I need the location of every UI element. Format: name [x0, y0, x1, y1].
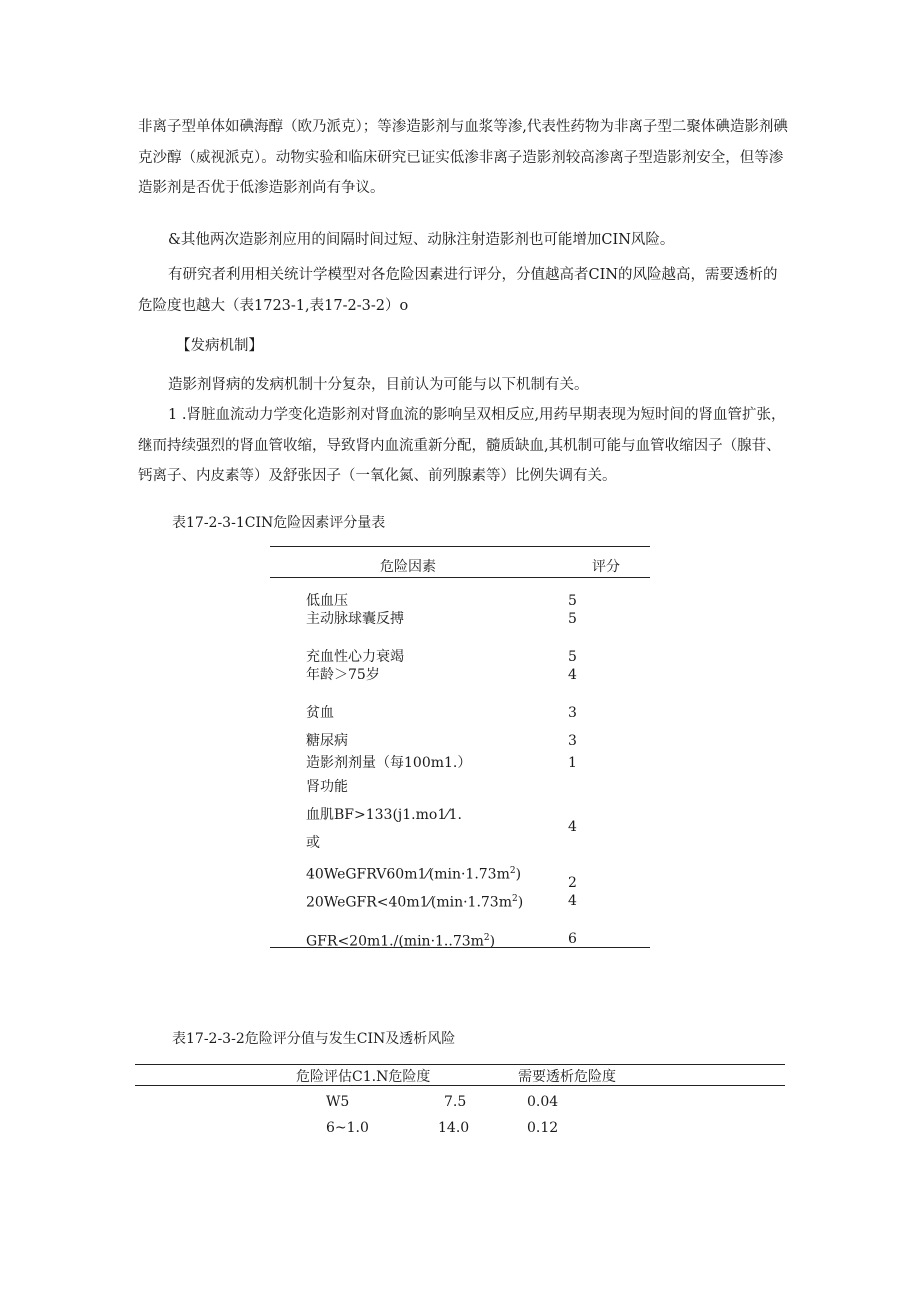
table1-row-gfr-under-20: $GFR<20m1./(\min\cdot 1..73m^2)$ — [306, 933, 496, 950]
table1-score: 1 — [568, 755, 577, 771]
table2-header-dialysis: 需要透析危险度 — [518, 1069, 616, 1085]
table1-caption: 表17-2-3-1CIN危险因素评分量表 — [172, 515, 386, 531]
table1-row-egfr-20-40: $20WeGFR<40m1⁄(\min\cdot 1.73m^2)$ — [306, 894, 524, 911]
table1-row-age: 年龄＞75岁 — [306, 667, 380, 683]
table1-row-contrast-dose: 造影剂剂量（每100m1.） — [306, 755, 472, 771]
paragraph-interval: &其他两次造影剂应用的间隔时间过短、动脉注射造影剂也可能增加CIN风险。 — [168, 232, 675, 248]
table1-header-score: 评分 — [592, 559, 620, 575]
table2-header-assess: 危险评估C1.N危险度 — [296, 1069, 431, 1085]
table2-caption: 表17-2-3-2危险评分值与发生CIN及透析风险 — [172, 1031, 456, 1047]
table2-cell-dialysis: 0.04 — [527, 1094, 559, 1110]
table1-header-rule — [270, 577, 650, 578]
table1-row-diabetes: 糖尿病 — [306, 733, 348, 749]
table1-score: 5 — [568, 611, 577, 627]
table1-row-egfr-40-60: $40WeGFRV60m1⁄(\min\cdot 1.73m^2)$ — [306, 866, 522, 883]
table2-top-rule — [135, 1064, 785, 1065]
table1-row-hypotension: 低血压 — [306, 593, 348, 609]
table2-header-rule — [135, 1085, 785, 1086]
table1-header-factor: 危险因素 — [380, 559, 436, 575]
table1-row-creatinine: 血肌BF>133(j1.mo1⁄1. — [306, 807, 462, 823]
table1-row-iabp: 主动脉球囊反搏 — [306, 611, 404, 627]
table1-row-or: 或 — [306, 835, 320, 851]
table1-score: 5 — [568, 649, 577, 665]
table1-score: 4 — [568, 667, 577, 683]
table2-cell-score: W5 — [326, 1094, 350, 1110]
table1-score: 5 — [568, 593, 577, 609]
table1-score: 2 — [568, 875, 577, 891]
paragraph-mechanism-intro: 造影剂肾病的发病机制十分复杂，目前认为可能与以下机制有关。 — [168, 377, 589, 393]
paragraph-scoring: 有研究者利用相关统计学模型对各危险因素进行评分，分值越高者CIN的风险越高，需要透析的危险度也越大（表1723-1,表17-2-3-2）o — [138, 267, 778, 314]
table1-row-anemia: 贫血 — [306, 705, 334, 721]
paragraph-hemodynamics: 1 .肾脏血流动力学变化造影剂对肾血流的影响呈双相反应,用药早期表现为短时间的肾血管扩张，继而持续强烈的肾血管收缩，导致肾内血流重新分配，髓质缺血,其机制可能与血管收缩因子（腺苷、钙离子、内皮素等）及舒张因子（一氧化氮、前列腺素等）比例失调有关。 — [138, 407, 786, 484]
table1-score: 6 — [568, 931, 577, 947]
table1-score: 3 — [568, 705, 577, 721]
table1-top-rule — [270, 546, 650, 547]
paragraph-contrast-types: 非离子型单体如碘海醇（欧乃派克）；等渗造影剂与血浆等渗,代表性药物为非离子型二聚体碘造影剂碘克沙醇（威视派克）。动物实验和临床研究已证实低渗非离子造影剂较高渗离子型造影剂安全，但等渗造影剂是否优于低渗造影剂尚有争议。 — [138, 119, 788, 196]
table1-score: 4 — [568, 893, 577, 909]
section-heading-pathogenesis: 【发病机制】 — [176, 338, 263, 354]
table1-score: 4 — [568, 819, 577, 835]
table2-cell-cin: 7.5 — [444, 1094, 467, 1110]
table2-cell-dialysis: 0.12 — [527, 1120, 559, 1136]
table1-score: 3 — [568, 733, 577, 749]
table2-cell-cin: 14.0 — [438, 1120, 470, 1136]
table1-row-renal-function: 肾功能 — [306, 779, 348, 795]
table1-row-chf: 充血性心力衰竭 — [306, 649, 404, 665]
table1-bottom-rule — [270, 947, 650, 948]
table2-cell-score: 6~1.0 — [326, 1120, 369, 1136]
